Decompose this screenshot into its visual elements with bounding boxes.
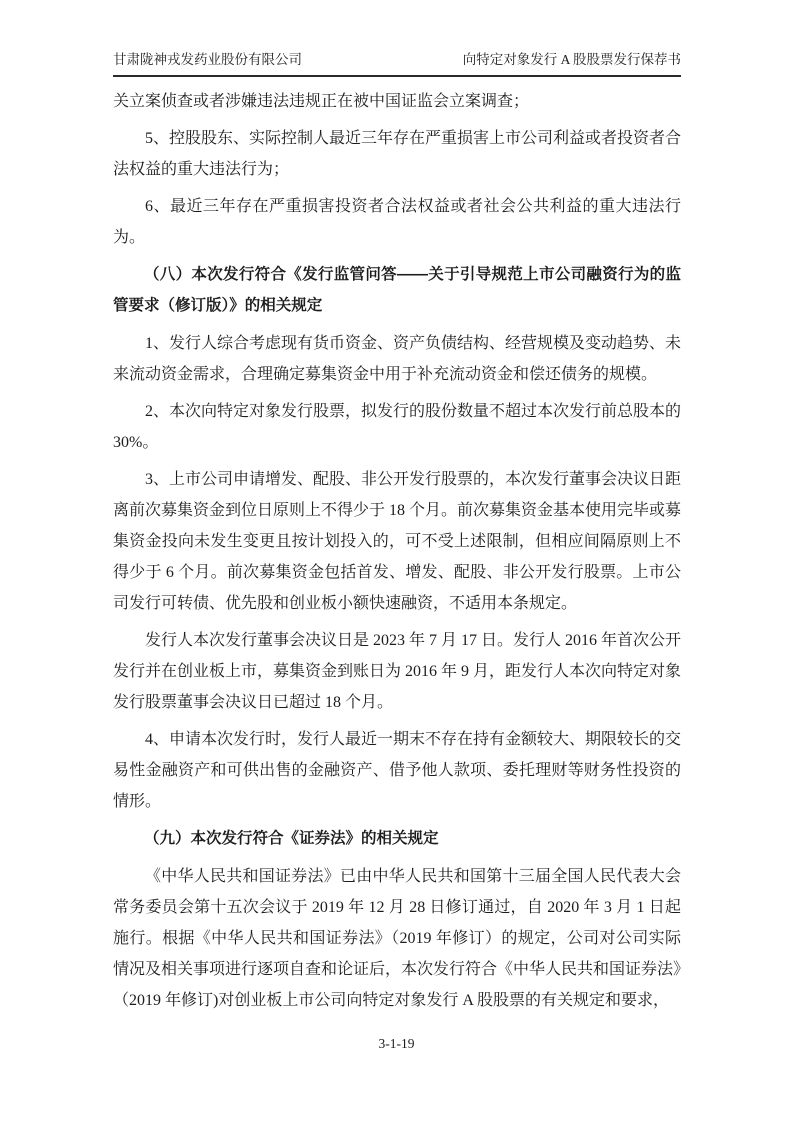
paragraph-item-1: 1、发行人综合考虑现有货币资金、资产负债结构、经营规模及变动趋势、未来流动资金需求，合理确定募集资金中用于补充流动资金和偿还债务的规模。 [113,335,682,383]
paragraph-board-resolution: 发行人本次发行董事会决议日是 2023 年 7 月 17 日。发行人 2016 年首次公开发行并在创业板上市，募集资金到账日为 2016 年 9 月，距发行人本次向特定对象发行股票董事会决议日已超过 18 个月。 [113,632,682,711]
paragraph-item-6: 6、最近三年存在严重损害投资者合法权益或者社会公共利益的重大违法行为。 [113,198,681,246]
page-number: 3-1-19 [378,1036,415,1051]
paragraph-item-4: 4、申请本次发行时，发行人最近一期末不存在持有金额较大、期限较长的交易性金融资产和可供出售的金融资产、借予他人款项、委托理财等财务性投资的情形。 [113,731,682,810]
header-doc-title: 向特定对象发行 A 股股票发行保荐书 [462,52,681,67]
paragraph-item-2: 2、本次向特定对象发行股票，拟发行的股份数量不超过本次发行前总股本的 30%。 [113,403,682,451]
section-heading-9: （九）本次发行符合《证券法》的相关规定 [144,830,439,847]
paragraph-item-5: 5、控股股东、实际控制人最近三年存在严重损害上市公司利益或者投资者合法权益的重大违法行为； [113,130,682,178]
paragraph-continuation: 关立案侦查或者涉嫌违法违规正在被中国证监会立案调查； [113,93,530,110]
page-header [113,0,681,77]
paragraph-securities-law: 《中华人民共和国证券法》已由中华人民共和国第十三届全国人民代表大会常务委员会第十五次会议于 2019 年 12 月 28 日修订通过，自 2020 年 3 月 1 日起施行。根据《中华人民共和国证券法》（2019 年修订）的规定，公司对公司实际情况及相关事项进行逐项自查和论证后，本次发行符合《中华人民共和国证券法》（2019 年修订)对创业板上市公司向特定对象发行 A 股股票的有关规定和要求， [113,868,682,1009]
header-company-name: 甘肃陇神戎发药业股份有限公司 [113,52,302,67]
document-body [113,77,681,1016]
paragraph-item-3: 3、上市公司申请增发、配股、非公开发行股票的，本次发行董事会决议日距离前次募集资金到位日原则上不得少于 18 个月。前次募集资金基本使用完毕或募集资金投向未发生变更且按计划投入的，可不受上述限制，但相应间隔原则上不得少于 6 个月。前次募集资金包括首发、增发、配股、非公开发行股票。上市公司发行可转债、优先股和创业板小额快速融资，不适用本条规定。 [113,471,682,612]
section-heading-8: （八）本次发行符合《发行监管问答——关于引导规范上市公司融资行为的监管要求（修订版）》的相关规定 [113,266,681,314]
